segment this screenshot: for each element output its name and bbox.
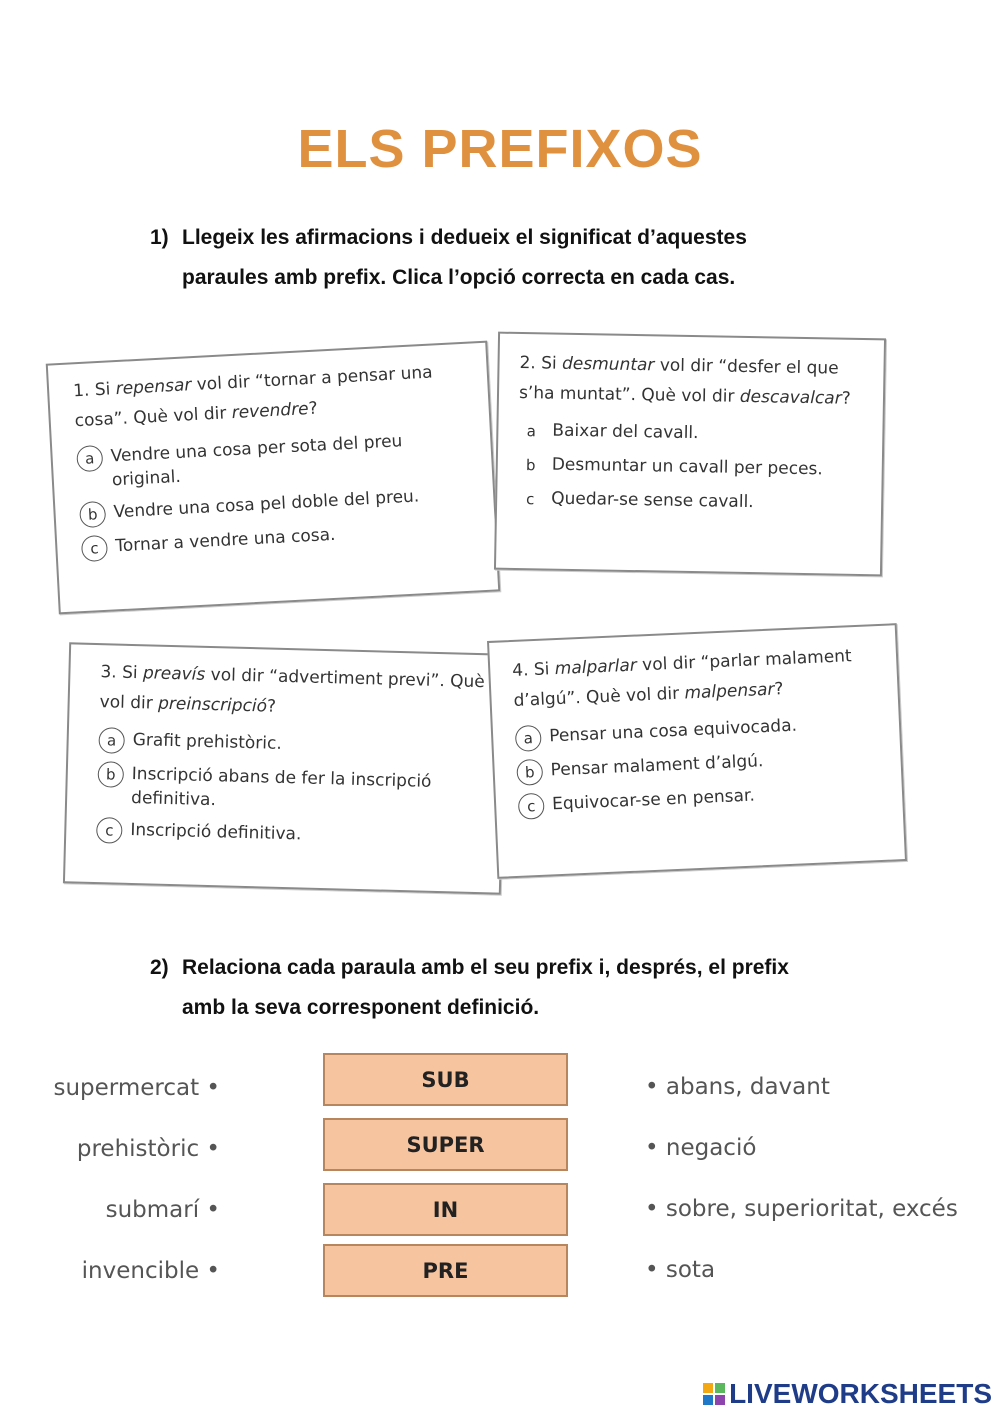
question-end: ?: [266, 696, 277, 717]
option-letter-c[interactable]: c: [517, 486, 543, 512]
option-text: Vendre una cosa per sota del preu original.: [110, 431, 403, 491]
option-text: Grafit prehistòric.: [132, 730, 283, 754]
question-end: ?: [308, 398, 319, 420]
question-prefix-text: 4. Si: [511, 659, 556, 681]
option-a[interactable]: [98, 727, 489, 763]
page-title: ELS PREFIXOS: [297, 119, 703, 179]
question-word: desmuntar: [561, 353, 655, 376]
option-text: Baixar del cavall.: [552, 420, 699, 444]
instruction-1-line2: paraules amb prefix. Clica l’opció correcta en cada cas.: [182, 266, 736, 289]
option-b[interactable]: [97, 761, 488, 819]
instruction-1-number: 1): [150, 226, 169, 249]
match-definition-3[interactable]: • sobre, superioritat, excés: [645, 1196, 958, 1222]
question-prefix-text: 3. Si: [100, 662, 144, 684]
match-definition-1[interactable]: • abans, davant: [645, 1074, 830, 1100]
question-target-word: preinscripció: [157, 693, 268, 717]
question-card-2: [494, 332, 886, 577]
question-word: malparlar: [554, 655, 638, 680]
match-word-3[interactable]: submarí •: [105, 1197, 220, 1223]
question-target-word: revendre: [231, 399, 310, 424]
question-prefix-text: 1. Si: [72, 379, 117, 402]
question-target-word: descavalcar: [739, 386, 842, 409]
question-word: preavís: [142, 663, 206, 685]
prefix-box-3[interactable]: IN: [323, 1183, 568, 1236]
option-text: Pensar una cosa equivocada.: [548, 715, 798, 747]
option-text: Inscripció abans de fer la inscripció definitiva.: [130, 763, 432, 811]
option-c[interactable]: [96, 817, 487, 853]
question-middle-text: vol dir “parlar malament d’algú”. Què vol dir: [513, 646, 853, 711]
question-end: ?: [773, 679, 784, 700]
option-text: Equivocar-se en pensar.: [551, 785, 756, 815]
prefix-box-1[interactable]: SUB: [323, 1053, 568, 1106]
brand-icon: [703, 1383, 725, 1405]
option-text: Pensar malament d’algú.: [550, 751, 764, 781]
option-text: Desmuntar un cavall per peces.: [551, 454, 823, 480]
option-letter-c[interactable]: c: [96, 817, 123, 844]
instruction-1: [150, 218, 910, 298]
option-a[interactable]: [518, 418, 868, 450]
instruction-2-line2: amb la seva corresponent definició.: [182, 996, 540, 1019]
question-prefix-text: 2. Si: [519, 353, 563, 374]
option-c[interactable]: [518, 778, 889, 820]
option-text: Tornar a vendre una cosa.: [114, 524, 336, 557]
question-card-3: [63, 642, 507, 894]
instruction-2-line1: Relaciona cada paraula amb el seu prefix i, després, el prefix: [182, 956, 789, 979]
option-letter-a[interactable]: a: [518, 418, 544, 444]
option-b[interactable]: [518, 452, 868, 484]
option-letter-c[interactable]: c: [81, 535, 108, 562]
option-letter-b[interactable]: b: [516, 759, 543, 786]
option-letter-b[interactable]: b: [97, 761, 124, 788]
option-letter-a[interactable]: a: [515, 725, 542, 752]
question-end: ?: [841, 388, 851, 409]
option-text: Quedar-se sense cavall.: [551, 488, 754, 513]
option-letter-a[interactable]: a: [98, 727, 125, 754]
question-text: [72, 355, 475, 436]
option-letter-b[interactable]: b: [518, 452, 544, 478]
match-word-1[interactable]: supermercat •: [53, 1075, 220, 1101]
question-text: [99, 657, 490, 727]
prefix-box-4[interactable]: PRE: [323, 1244, 568, 1297]
instruction-1-line1: Llegeix les afirmacions i dedueix el significat d’aquestes: [182, 226, 747, 249]
brand-name: LIVEWORKSHEETS: [729, 1378, 992, 1409]
question-middle-text: vol dir “tornar a pensar una cosa”. Què vol dir: [74, 362, 434, 432]
match-word-4[interactable]: invencible •: [81, 1258, 220, 1284]
brand-logo: [703, 1378, 992, 1410]
question-text: [519, 348, 870, 414]
question-text: [512, 640, 884, 716]
question-middle-text: vol dir “desfer el que s’ha muntat”. Què vol dir: [518, 355, 839, 407]
option-c[interactable]: [517, 486, 867, 518]
question-word: repensar: [115, 375, 192, 400]
question-card-4: [487, 623, 907, 879]
option-letter-a[interactable]: a: [76, 445, 103, 472]
option-letter-b[interactable]: b: [79, 501, 106, 528]
option-text: Inscripció definitiva.: [130, 819, 302, 845]
match-definition-4[interactable]: • sota: [645, 1257, 716, 1283]
match-word-2[interactable]: prehistòric •: [76, 1136, 220, 1162]
match-definition-2[interactable]: • negació: [645, 1135, 757, 1161]
option-text: Vendre una cosa pel doble del preu.: [113, 486, 420, 523]
option-letter-c[interactable]: c: [518, 793, 545, 820]
question-middle-text: vol dir “advertiment previ”. Què vol dir: [99, 664, 486, 714]
instruction-2: [150, 948, 910, 1028]
instruction-2-number: 2): [150, 956, 169, 979]
question-target-word: malpensar: [684, 679, 775, 704]
prefix-box-2[interactable]: SUPER: [323, 1118, 568, 1171]
question-card-1: [46, 341, 501, 615]
